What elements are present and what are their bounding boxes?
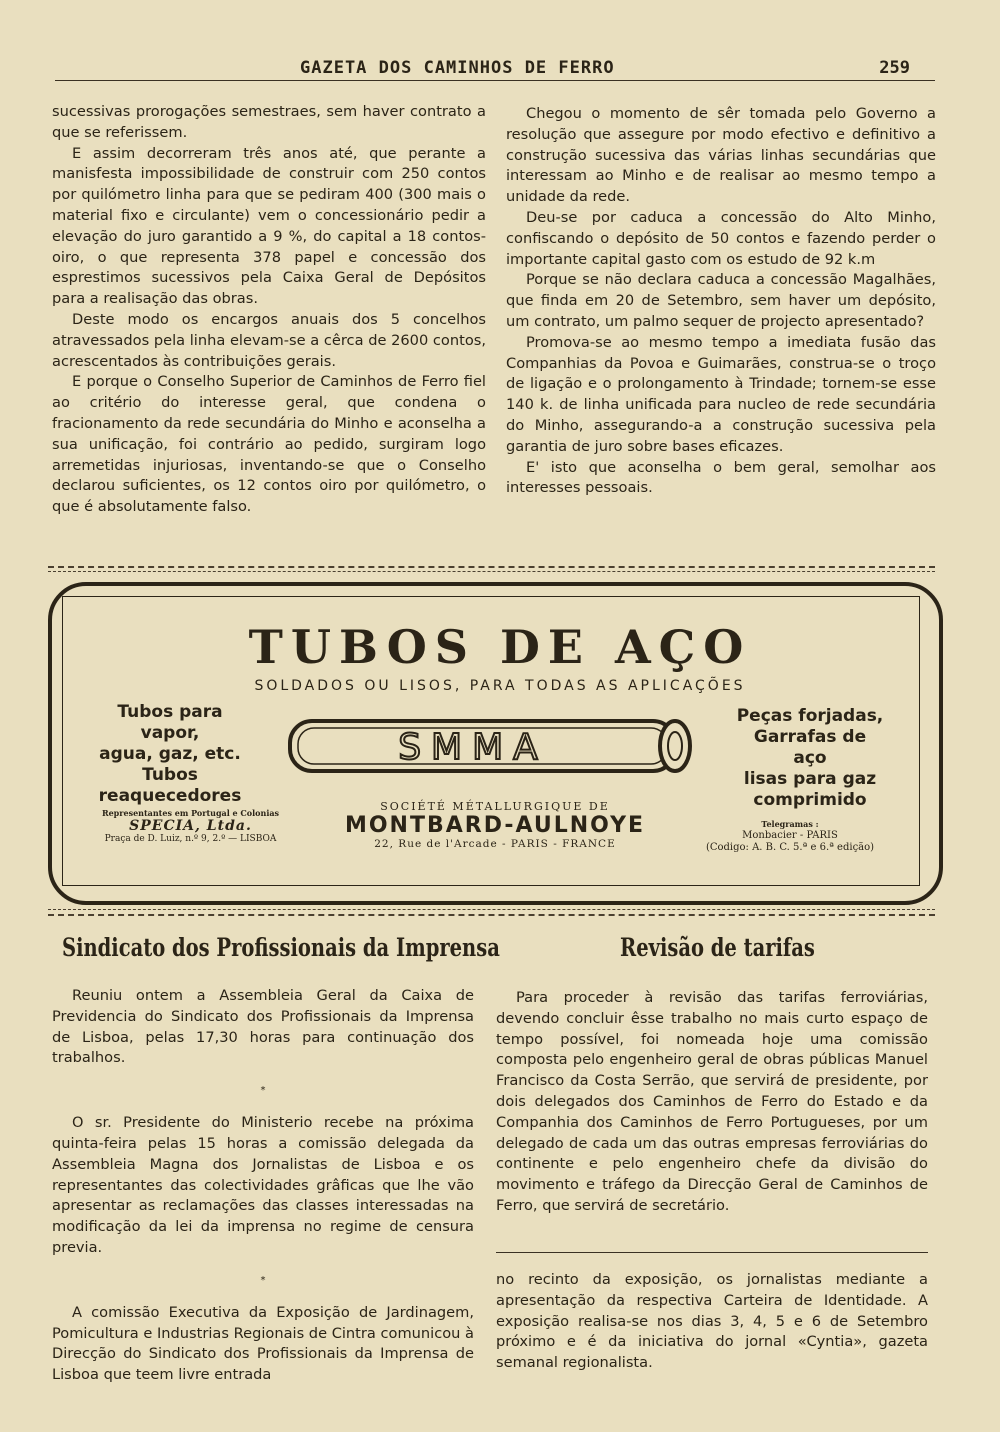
paragraph: E assim decorreram três anos até, que perante a manisfesta impossibilidade de construir com 250 contos por quilómetro linha para que se pediram 400 (300 mais o material fixo e circulante) vem o concessionário pedir a elevação do juro garantido a 9 %, do capital a 18 contos-oiro, o que representa 378 papel e concessão dos esprestimos sucessivos pela Caixa Geral de Depósitos para a realisação das obras. (52, 144, 486, 308)
dashed-divider (48, 571, 935, 572)
reps-label: Representantes em Portugal e Colonias (101, 808, 280, 818)
company-name: MONTBARD-AULNOYE (344, 813, 646, 838)
article-left-body (52, 986, 474, 1386)
paragraph: Promova-se ao mesmo tempo a imediata fusão das Companhias da Povoa e Guimarães, construa-se o troço de ligação e o prolongamento à Trindade; tornem-se esse 140 k. de linha unificada para nucleo de rede secundária do Minho, assegurando-a a construção sucessiva pela garantia de juro sobre bases eficazes. (506, 333, 936, 455)
ad-representatives (88, 808, 293, 844)
paragraph: Para proceder à revisão das tarifas ferroviárias, devendo concluir êsse trabalho no mais curto espaço de tempo possível, foi nomeada hoje uma comissão composta pelo engenheiro geral de obras públicas Manuel Francisco da Costa Serrão, que servirá de presidente, por dois delegados dos Caminhos de Ferro do Estado e da Companhia dos Caminhos de Ferro Portugueses, por um delegado de cada um das outras empresas ferroviárias do continente e pelo engenheiro chefe da divisão do movimento e tráfego da Direcção Geral de Caminhos de Ferro, que servirá de secretário. (496, 989, 928, 1214)
paragraph: E' isto que aconselha o bem geral, semolhar aos interesses pessoais. (506, 458, 936, 497)
paragraph: Reuniu ontem a Assembleia Geral da Caixa de Previdencia do Sindicato dos Profissionais da Imprensa de Lisboa, pelas 17,30 horas para continuação dos trabalhos. (52, 987, 474, 1067)
ad-subtitle: SOLDADOS OU LISOS, PARA TODAS AS APLICAÇÕES (254, 678, 746, 694)
separator-star: * (260, 1274, 266, 1286)
ad-title: TUBOS DE AÇO (248, 620, 752, 674)
paragraph: no recinto da exposição, os jornalistas mediante a apresentação da respectiva Carteira de Identidade. A exposição realisa-se nos dias 3, 4, 5 e 6 de Setembro próximo e é da iniciativa do jornal «Cyntia», gazeta semanal regionalista. (496, 1271, 928, 1372)
separator-star: * (260, 1085, 266, 1097)
paragraph: E porque o Conselho Superior de Caminhos de Ferro fiel ao critério do interesse geral, que condena o fracionamento da rede secundária do Minho e aconselha a sua unificação, foi contrário ao pedido, surgiram logo arremetidas injuriosas, inventando-se que o Conselho declarou suficientes, os 12 contos oiro por quilómetro, o que é absolutamente falso. (52, 373, 486, 516)
column-rule (496, 1252, 928, 1253)
page-number: 259 (879, 58, 910, 78)
ad-line: agua, gaz, etc. (99, 744, 241, 764)
ad-manufacturer (330, 800, 660, 850)
paragraph: Deste modo os encargos anuais dos 5 concelhos atravessados pela linha elevam-se a cêrca de 2600 contos, acrescentados às contribuições gerais. (52, 310, 486, 370)
article-continuation (496, 1270, 928, 1374)
left-column (52, 102, 486, 518)
article-title: Sindicato dos Profissionais da Imprensa (62, 933, 500, 962)
ad-line: comprimido (753, 790, 867, 810)
journal-title: GAZETA DOS CAMINHOS DE FERRO (300, 58, 615, 78)
ad-line: Tubos (142, 765, 198, 785)
telegram-code: (Codigo: A. B. C. 5.ª e 6.ª edição) (705, 842, 875, 853)
dashed-divider (48, 566, 935, 568)
paragraph: O sr. Presidente do Ministerio recebe na próxima quinta-feira pelas 15 horas a comissão delegada da Assembleia Magna dos Jornalistas de Lisboa e os representantes das colectividades grâficas que lhe vão apresentar as reclamações das classes interessadas na modificação da lei da imprensa no regime de censura previa. (52, 1114, 474, 1256)
header-rule (55, 80, 935, 81)
company-address: 22, Rue de l'Arcade - PARIS - FRANCE (374, 838, 616, 850)
reps-address: Praça de D. Luiz, n.º 9, 2.º — LISBOA (104, 834, 277, 844)
steel-tube-logo (288, 717, 693, 775)
paragraph: A comissão Executiva da Exposição de Jardinagem, Pomicultura e Industrias Regionais de Cintra comunicou à Direcção do Sindicato dos Profissionais da Imprensa de Lisboa que teem livre entrada (52, 1303, 474, 1384)
society-label: SOCIÉTÉ MÉTALLURGIQUE DE (380, 800, 610, 813)
dashed-divider (48, 909, 935, 910)
ad-line: lisas para gaz (743, 769, 877, 789)
ad-left-text (90, 702, 250, 807)
telegram-address: Monbacier - PARIS (742, 830, 838, 841)
paragraph: sucessivas prorogações semestraes, sem haver contrato a que se referissem. (52, 103, 486, 141)
paragraph: Porque se não declara caduca a concessão Magalhães, que finda em 20 de Setembro, sem haver um depósito, um contrato, um palmo sequer de projecto apresentado? (506, 271, 936, 330)
paragraph: Deu-se por caduca a concessão do Alto Minho, confiscando o depósito de 50 contos e fazendo perder o importante capital gasto com os estudo de 92 k.m (506, 208, 936, 268)
ad-line: reaquecedores (98, 786, 242, 806)
ad-line: Peças forjadas, (736, 706, 884, 726)
ad-right-text (735, 706, 885, 811)
paragraph: Chegou o momento de sêr tomada pelo Governo a resolução que assegure por modo efectivo e definitivo a construção sucessiva das várias linhas secundárias que interessam ao Minho e de realisar ao mesmo tempo a unidade da rede. (506, 105, 936, 206)
article-right-body (496, 988, 928, 1217)
ad-telegram (690, 818, 890, 854)
article-title: Revisão de tarifas (620, 933, 815, 962)
reps-company: SPECIA, Ltda. (129, 818, 252, 834)
tube-logo-text: SMMA (398, 727, 548, 768)
dashed-divider (48, 914, 935, 916)
right-column (506, 104, 936, 499)
ad-line: Garrafas de aço (753, 727, 867, 768)
telegram-label: Telegramas : (761, 819, 819, 829)
ad-line: Tubos para vapor, (117, 702, 223, 743)
